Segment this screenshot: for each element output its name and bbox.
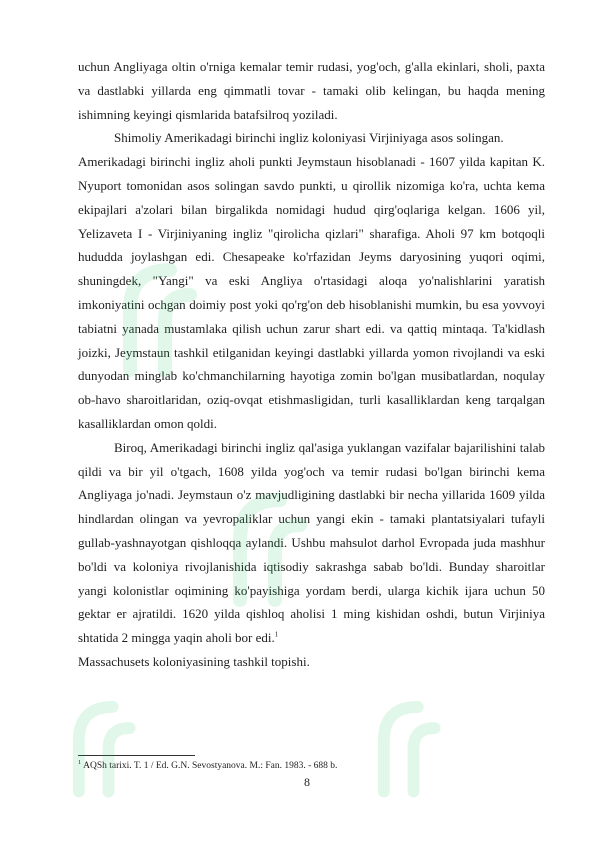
paragraph-4-text: Biroq, Amerikadagi birinchi ingliz qal'asiga yuklangan vazifalar bajarilishini talab qildi va bir yil o'tgach, 1608 yilda yog'och va temir rudasi bo'lgan birinchi kema Angliyaga jo'nadi. Jeymstaun o'z mavjudligining dastlabki bir necha yillarida 1609 yilda hindlardan olingan va yevropaliklar uchun yangi ekin - tamaki plantatsiyalari tufayli gullab-yashnayotgan qishloqqa aylandi. Ushbu mahsulot darhol Evropada juda mashhur bo'ldi va koloniya rivojlanishida iqtisodiy sakrashga sabab bo'ldi. Bunday sharoitlar yangi kolonistlar oqimining ko'payishiga yordam berdi, ularga kichik ijara uchun 50 gektar er ajratildi. 1620 yilda qishloq aholisi 1 ming kishidan oshdi, butun Virjiniya shtatida 2 mingga yaqin aholi bor edi. xyxy=(78,439,545,646)
footnote xyxy=(78,760,545,772)
section-heading: Massachusets koloniyasining tashkil topishi. xyxy=(78,653,310,669)
footnote-marker: 1 xyxy=(78,758,82,766)
paragraph-1: uchun Angliyaga oltin o'rniga kemalar temir rudasi, yog'och, g'alla ekinlari, sholi, paxta va dastlabki yillarda eng qimmatli tovar - tamaki olib kelingan, bu haqda mening ishimning keyingi qismlarida batafsilroq yoziladi. xyxy=(78,59,545,122)
footnote-divider xyxy=(78,755,195,756)
paragraph-2: Shimoliy Amerikadagi birinchi ingliz koloniyasi Virjiniyaga asos solingan. xyxy=(114,130,504,146)
footnote-reference[interactable]: 1 xyxy=(274,630,279,639)
footnote-text: AQSh tarixi. T. 1 / Ed. G.N. Sevostyanova. M.: Fan. 1983. - 688 b. xyxy=(83,761,338,771)
paragraph-3: Amerikadagi birinchi ingliz aholi punkti Jeymstaun hisoblanadi - 1607 yilda kapitan K. Nyuport tomonidan asos solingan savdo punkti, u qirollik nizomiga ko'ra, uchta kema ekipajlari a'zolari bilan birgalikda nomidagi hudud qirg'oqlariga kelgan. 1606 yil, Yelizaveta I - Virjiniyaning ingliz "qirolicha qizlari" sharafiga. Aholi 97 km botqoqli hududda joylashgan edi. Chesapeake ko'rfazidan Jeyms daryosining yuqori oqimi, shuningdek, "Yangi" va eski Angliya o'rtasidagi aloqa yo'nalishlarini yaratish imkoniyatini ochgan doimiy post yoki qo'rg'on deb hisoblanishi mumkin, bu esa yovvoyi tabiatni yanada mustamlaka qilish uchun zarur shart edi. va qattiq mintaqa. Ta'kidlash joizki, Jeymstaun tashkil etilganidan keyingi dastlabki yillarda yomon rivojlandi va eski dunyodan minglab ko'chmanchilarning hayotiga zomin bo'lgan musibatlardan, noqulay ob-havo sharoitlaridan, oziq-ovqat etishmasligidan, turli kasalliklardan keng tarqalgan kasalliklardan omon qoldi. xyxy=(78,154,545,431)
page-body xyxy=(78,55,545,674)
page-number: 8 xyxy=(304,775,310,789)
paragraph-4 xyxy=(78,436,545,650)
